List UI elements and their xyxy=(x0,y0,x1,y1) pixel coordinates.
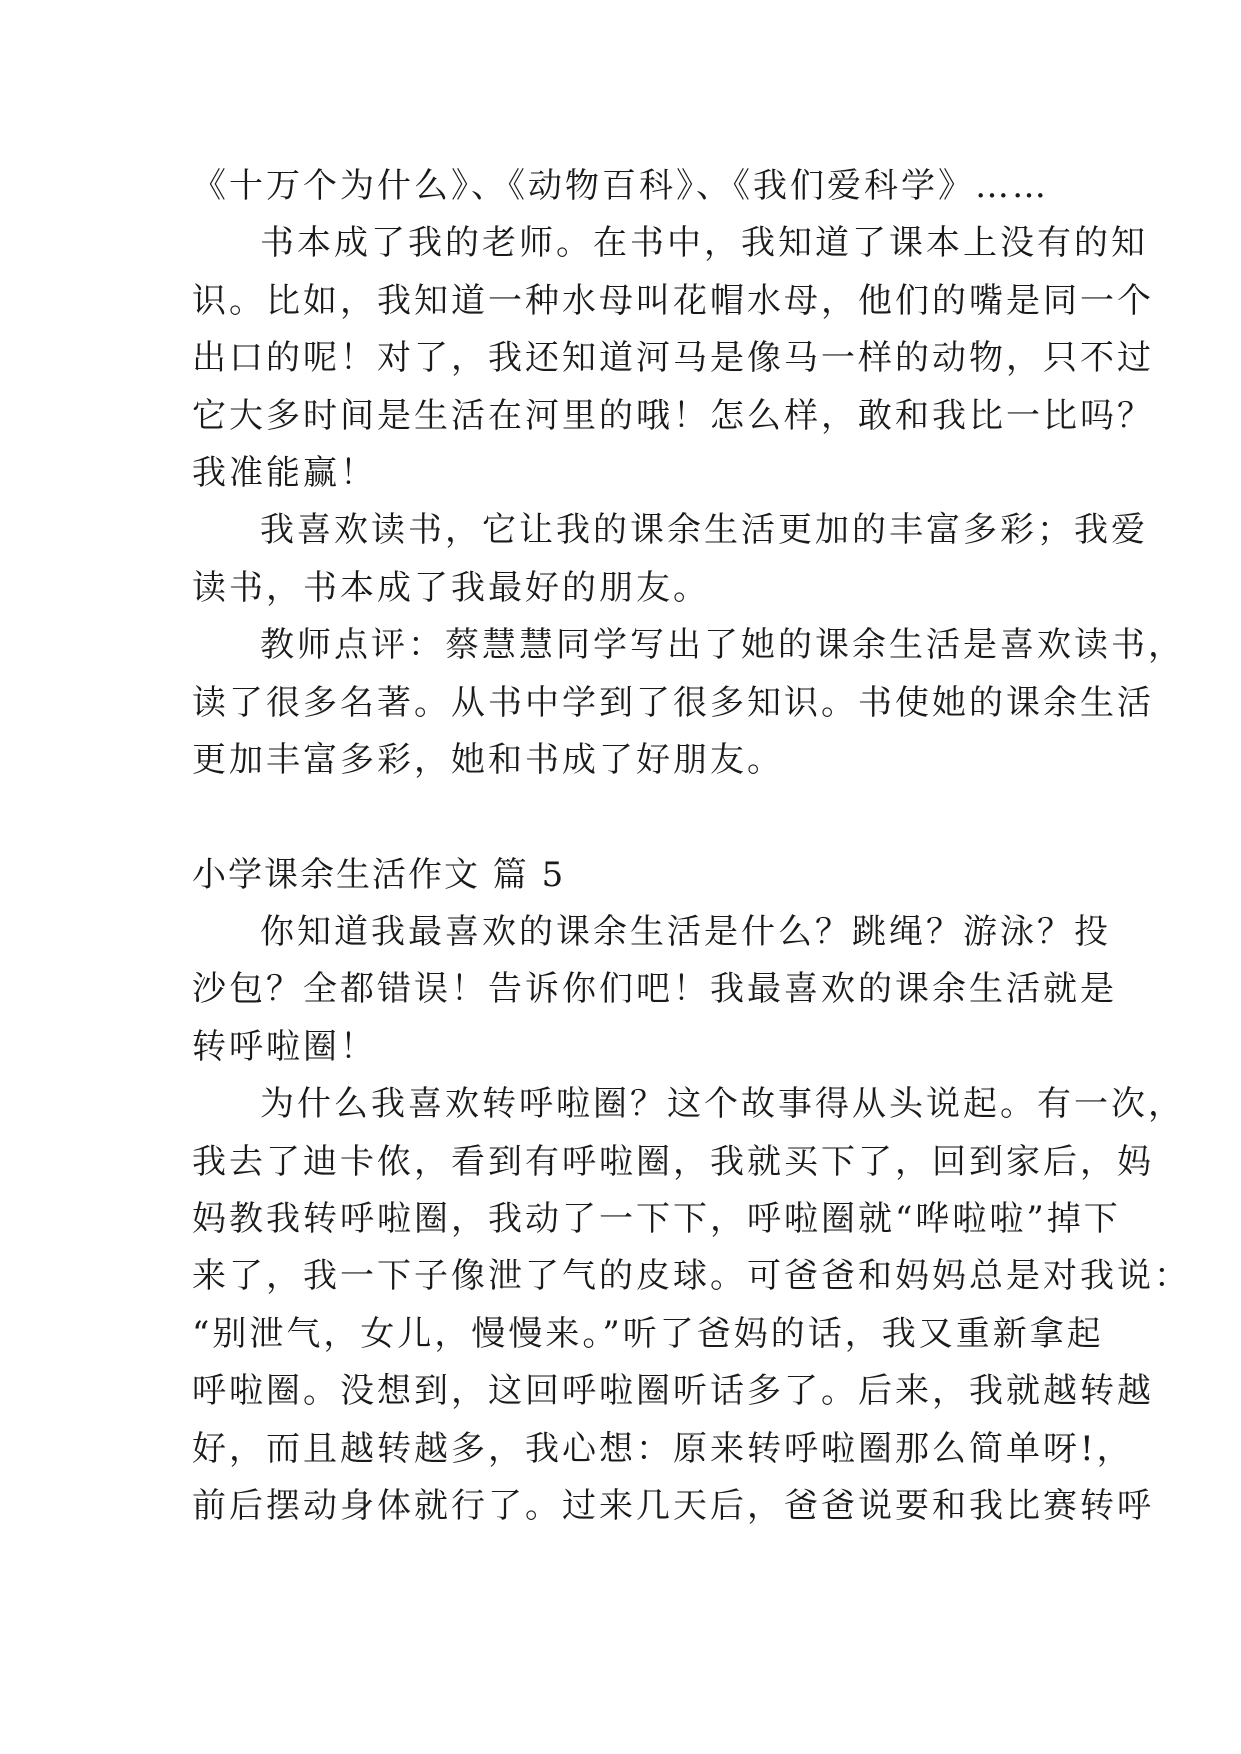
text-line: 你知道我最喜欢的课余生活是什么？跳绳？游泳？投 xyxy=(260,912,1111,953)
text-line: 《十万个为什么》、《动物百科》、《我们爱科学》…… xyxy=(192,166,1049,206)
essay-part-2 xyxy=(192,904,1191,1535)
paragraph-gap xyxy=(192,789,1072,846)
text-line: 我准能赢！ xyxy=(192,452,377,493)
text-line: 为什么我喜欢转呼啦圈？这个故事得从头说起。有一次， xyxy=(260,1084,1185,1125)
text-line: 读书，书本成了我最好的朋友。 xyxy=(192,567,710,608)
text-line: 出口的呢！对了，我还知道河马是像马一样的动物，只不过 xyxy=(192,338,1154,379)
text-line: 沙包？全都错误！告诉你们吧！我最喜欢的课余生活就是 xyxy=(192,969,1117,1010)
text-line: 转呼啦圈！ xyxy=(192,1026,377,1067)
section-heading: 小学课余生活作文 篇 5 xyxy=(192,854,566,895)
text-line: 我去了迪卡侬，看到有呼啦圈，我就买下了，回到家后，妈 xyxy=(192,1141,1154,1182)
text-line: 前后摆动身体就行了。过来几天后，爸爸说要和我比赛转呼 xyxy=(192,1485,1154,1526)
text-line: 来了，我一下子像泄了气的皮球。可爸爸和妈妈总是对我说： xyxy=(192,1256,1191,1297)
text-line: 妈教我转呼啦圈，我动了一下下，呼啦圈就“哗啦啦”掉下 xyxy=(192,1199,1121,1240)
text-line: 教师点评：蔡慧慧同学写出了她的课余生活是喜欢读书， xyxy=(260,625,1185,666)
text-line: 书本成了我的老师。在书中，我知道了课本上没有的知 xyxy=(260,223,1148,264)
text-line: 读了很多名著。从书中学到了很多知识。书使她的课余生活 xyxy=(192,682,1154,723)
text-line: 更加丰富多彩，她和书成了好朋友。 xyxy=(192,739,784,780)
essay-part-1 xyxy=(192,158,1185,789)
text-line: 呼啦圈。没想到，这回呼啦圈听话多了。后来，我就越转越 xyxy=(192,1371,1154,1412)
text-line: 识。比如，我知道一种水母叫花帽水母，他们的嘴是同一个 xyxy=(192,280,1154,321)
text-line: 我喜欢读书，它让我的课余生活更加的丰富多彩；我爱 xyxy=(260,510,1148,551)
text-line: 好，而且越转越多，我心想：原来转呼啦圈那么简单呀!， xyxy=(192,1428,1134,1469)
text-line: 它大多时间是生活在河里的哦！怎么样，敢和我比一比吗？ xyxy=(192,395,1154,436)
document-body xyxy=(192,158,1191,1535)
text-line: “别泄气，女儿，慢慢来。”听了爸妈的话，我又重新拿起 xyxy=(192,1313,1104,1354)
